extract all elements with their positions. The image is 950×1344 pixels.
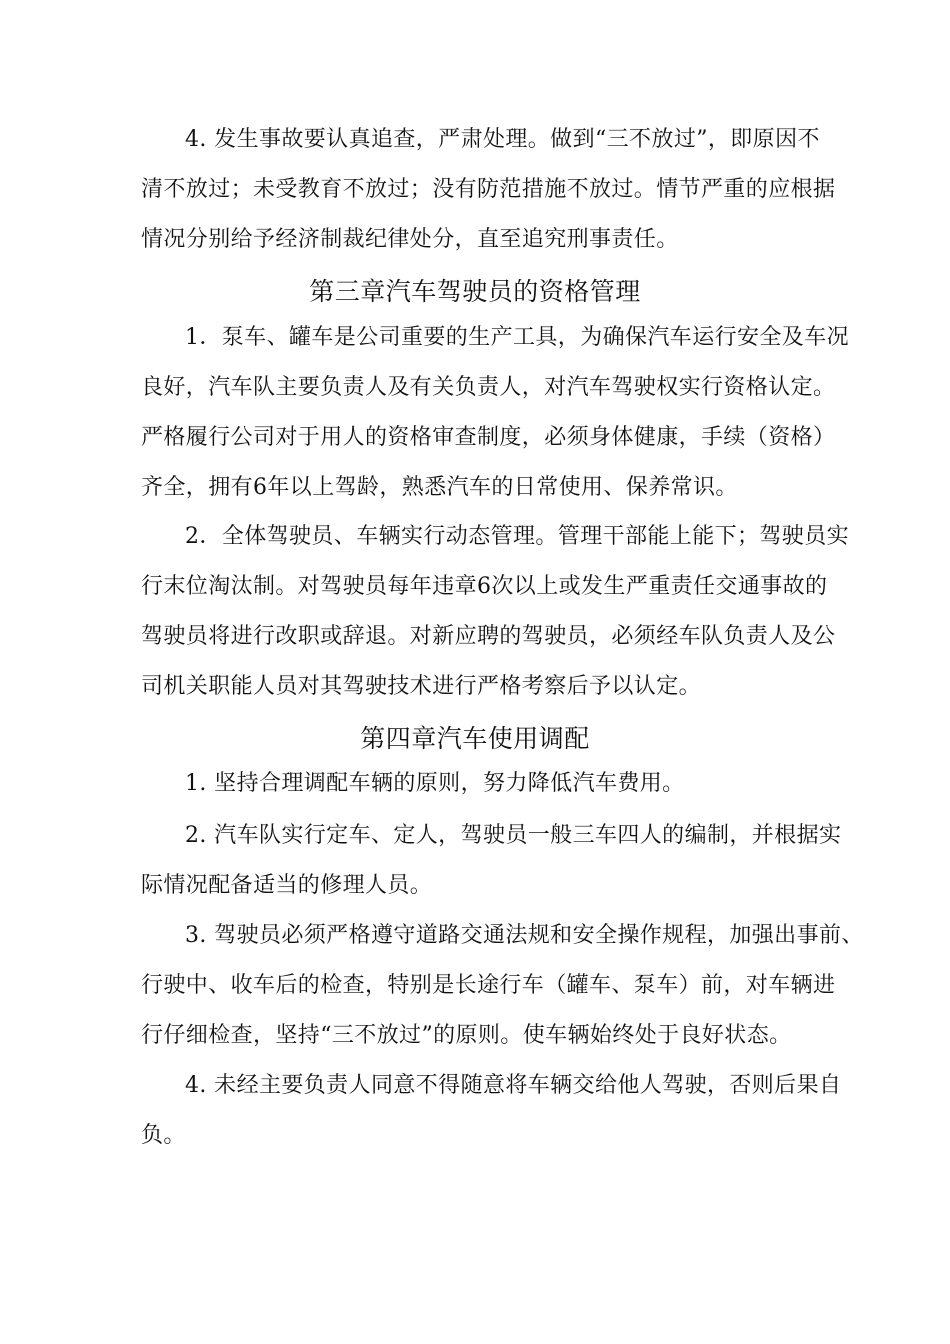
paragraph-line: 1. 坚持合理调配车辆的原则，努力降低汽车费用。 <box>185 771 685 796</box>
paragraph-line: 清不放过；未受教育不放过；没有防范措施不放过。情节严重的应根据 <box>141 177 836 202</box>
paragraph-line: 4. 发生事故要认真追查，严肃处理。做到“三不放过”，即原因不 <box>185 127 820 152</box>
chapter-heading: 第四章汽车使用调配 <box>360 724 590 753</box>
paragraph-line: 行末位淘汰制。对驾驶员每年违章6次以上或发生严重责任交通事故的 <box>141 574 828 599</box>
paragraph-line: 际情况配备适当的修理人员。 <box>141 873 433 898</box>
paragraph-line: 良好，汽车队主要负责人及有关负责人，对汽车驾驶权实行资格认定。 <box>141 375 836 400</box>
paragraph-line: 行仔细检查，坚持“三不放过”的原则。使车辆始终处于良好状态。 <box>141 1023 792 1048</box>
paragraph-line: 驾驶员将进行改职或辞退。对新应聘的驾驶员，必须经车队负责人及公 <box>141 624 836 649</box>
paragraph-line: 1．泵车、罐车是公司重要的生产工具，为确保汽车运行安全及车况 <box>185 325 849 350</box>
paragraph-line: 2．全体驾驶员、车辆实行动态管理。管理干部能上能下；驾驶员实 <box>185 524 849 549</box>
paragraph-line: 行驶中、收车后的检查，特别是长途行车（罐车、泵车）前，对车辆进 <box>141 973 836 998</box>
paragraph-line: 3. 驾驶员必须严格遵守道路交通法规和安全操作规程，加强出事前、 <box>185 923 864 948</box>
paragraph-line: 司机关职能人员对其驾驶技术进行严格考察后予以认定。 <box>141 674 702 699</box>
chapter-heading: 第三章汽车驾驶员的资格管理 <box>309 277 641 306</box>
paragraph-line: 严格履行公司对于用人的资格审查制度，必须身体健康，手续（资格） <box>141 425 836 450</box>
paragraph-line: 2. 汽车队实行定车、定人，驾驶员一般三车四人的编制，并根据实 <box>185 823 842 848</box>
paragraph-line: 情况分别给予经济制裁纪律处分，直至追究刑事责任。 <box>141 227 679 252</box>
paragraph-line: 齐全，拥有6年以上驾龄，熟悉汽车的日常使用、保养常识。 <box>141 475 738 500</box>
paragraph-line: 4. 未经主要负责人同意不得随意将车辆交给他人驾驶，否则后果自 <box>185 1073 842 1098</box>
paragraph-line: 负。 <box>141 1123 186 1148</box>
